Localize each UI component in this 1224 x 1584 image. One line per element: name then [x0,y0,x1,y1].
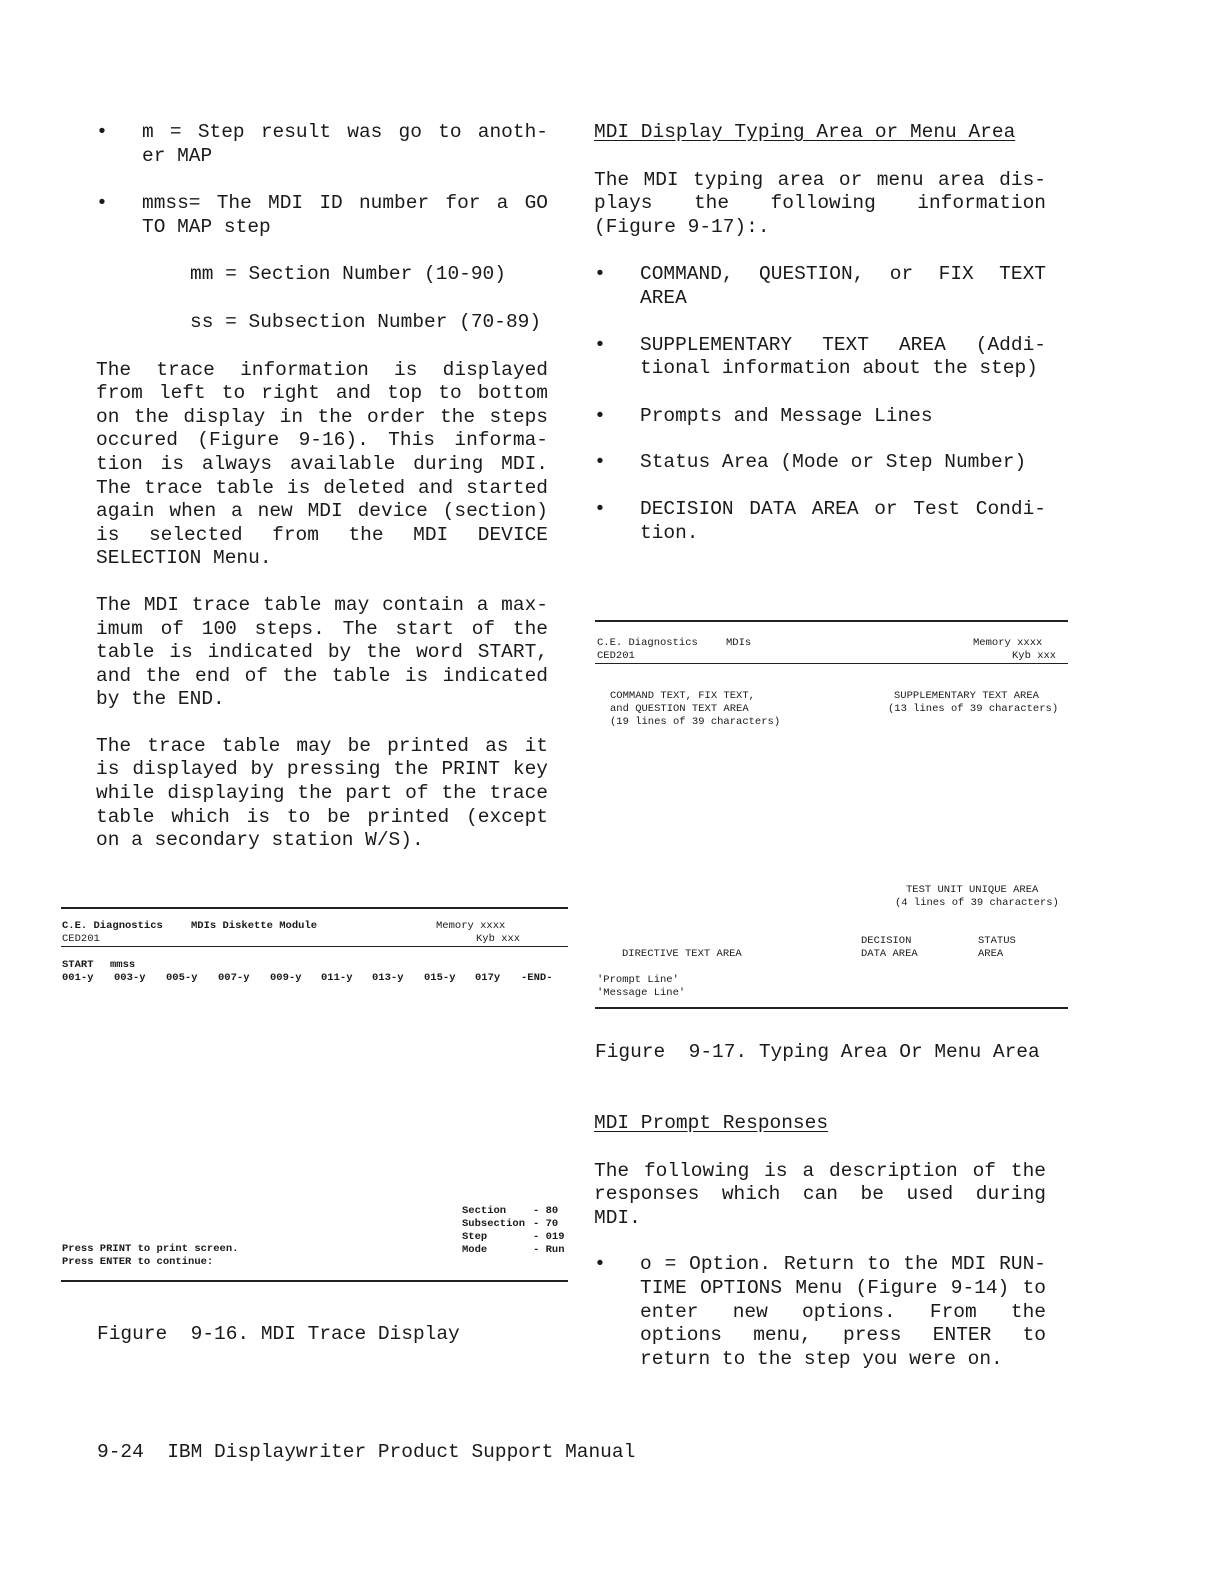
figure17-caption: Figure 9-17. Typing Area Or Menu Area [595,1041,1040,1063]
bullet-status-area [594,451,1046,475]
heading-typing-area: MDI Display Typing Area or Menu Area [594,121,1016,143]
bullet-mmss [96,192,548,239]
fig17-command-line1: COMMAND TEXT, FIX TEXT, [610,690,755,702]
fig17-status-line1: STATUS [978,935,1016,947]
fig17-decision-line2: DATA AREA [861,948,918,960]
figure17-top-rule [595,620,1068,622]
fig17-status-line2: AREA [978,948,1004,960]
fig16-trace-8: 015-y [424,972,456,984]
bullet-dot-icon: • [594,1253,606,1276]
bullet-m [96,121,548,168]
fig17-supplementary-line1: SUPPLEMENTARY TEXT AREA [894,690,1039,702]
fig17-kyb: Kyb xxx [1012,650,1057,662]
bullet-dot-icon: • [594,404,606,427]
fig17-message-line: 'Message Line' [597,987,686,999]
fig16-trace-3: 005-y [166,972,198,984]
fig16-kyb: Kyb xxx [476,933,521,945]
fig16-status-label-section: Section [462,1205,507,1217]
trace-paragraph-1: The trace information is displayed from left to right and top to bottom on the display in the order the steps occured (Figure 9-16). This informa- tion is always available during MDI. The trace table is deleted and started again when a new MDI device (section) is selected from the MDI DEVICE SELECTION Menu. [96,358,548,570]
fig17-title-mid: MDIs [726,637,752,649]
bullet-dot-icon: • [594,497,606,520]
fig17-supplementary-line2: (13 lines of 39 characters) [888,703,1059,715]
fig16-status-label-mode: Mode [462,1244,488,1256]
trace-paragraph-3: The trace table may be printed as it is displayed by pressing the PRINT key while displaying the part of the trace table which is to be printed (except on a secondary station W/S). [96,734,548,852]
prompt-responses-paragraph: The following is a description of the responses which can be used during MDI. [594,1159,1046,1229]
fig16-trace-9: 017y [475,972,501,984]
fig16-status-value-step: - 019 [533,1231,565,1243]
fig17-decision-line1: DECISION [861,935,912,947]
bullet-prompts-text: Prompts and Message Lines [640,404,933,427]
fig17-prompt-line: 'Prompt Line' [597,974,679,986]
fig16-start: START [62,959,94,971]
fig16-trace-4: 007-y [218,972,250,984]
bullet-dot-icon: • [594,333,606,356]
bullet-command-area-text: COMMAND, QUESTION, or FIX TEXT AREA [640,263,1046,309]
sub-ss: ss = Subsection Number (70-89) [190,310,542,333]
fig17-command-line2: and QUESTION TEXT AREA [610,703,749,715]
sub-mm: mm = Section Number (10-90) [190,263,506,286]
bullet-m-text: m = Step result was go to anoth- er MAP [142,121,548,167]
fig16-status-label-subsection: Subsection [462,1218,526,1230]
fig16-status-value-section: - 80 [533,1205,559,1217]
figure17-bottom-rule [595,1007,1068,1009]
fig16-title-left: C.E. Diagnostics [62,920,163,932]
bullet-dot-icon: • [594,451,606,474]
fig16-trace-end: -END- [521,972,553,984]
fig17-title-left: C.E. Diagnostics [597,637,698,649]
bullet-supplementary-area [594,334,1046,381]
fig17-test-unit-line1: TEST UNIT UNIQUE AREA [906,884,1039,896]
fig16-prompt-print: Press PRINT to print screen. [62,1243,239,1255]
fig16-ced: CED201 [62,933,100,945]
fig16-trace-7: 013-y [372,972,404,984]
fig16-trace-2: 003-y [114,972,146,984]
heading-prompt-responses: MDI Prompt Responses [594,1112,829,1134]
fig16-trace-1: 001-y [62,972,94,984]
fig17-header-rule [595,663,1068,664]
fig17-ced: CED201 [597,650,635,662]
fig17-memory: Memory xxxx [973,637,1043,649]
left-column [96,121,548,853]
page-footer: 9-24 IBM Displaywriter Product Support Manual [97,1441,636,1463]
fig16-memory: Memory xxxx [436,920,506,932]
figure16-caption: Figure 9-16. MDI Trace Display [97,1323,460,1345]
fig16-trace-5: 009-y [270,972,302,984]
bullet-decision-area [594,498,1046,545]
bullet-dot-icon: • [594,263,606,286]
bullet-command-area [594,263,1046,310]
fig16-prompt-enter: Press ENTER to continue: [62,1256,214,1268]
bullet-mmss-text: mmss= The MDI ID number for a GO TO MAP step [142,192,548,238]
bullet-option [594,1253,1046,1371]
fig16-status-label-step: Step [462,1231,488,1243]
bullet-decision-area-text: DECISION DATA AREA or Test Condi- tion. [640,497,1046,544]
bullet-dot-icon: • [96,192,108,215]
fig17-directive: DIRECTIVE TEXT AREA [622,948,742,960]
right-column-lower [594,1112,1046,1371]
fig16-title-mid: MDIs Diskette Module [191,920,318,932]
typing-area-paragraph: The MDI typing area or menu area dis- plays the following information (Figure 9-17):. [594,168,1046,238]
fig16-mmss: mmss [110,959,136,971]
bullet-dot-icon: • [96,121,108,143]
fig16-trace-6: 011-y [321,972,353,984]
bullet-status-area-text: Status Area (Mode or Step Number) [640,451,1027,474]
bullet-prompts [594,405,1046,429]
fig17-test-unit-line2: (4 lines of 39 characters) [895,897,1059,909]
fig16-header-rule [61,946,568,947]
figure16-top-rule [61,907,568,909]
bullet-option-text: o = Option. Return to the MDI RUN-TIME OPTIONS Menu (Figure 9-14) to enter new options. From the options menu, press ENTER to return to the step you were on. [640,1253,1046,1370]
fig16-status-value-mode: - Run [533,1244,565,1256]
fig17-command-line3: (19 lines of 39 characters) [610,716,781,728]
trace-paragraph-2: The MDI trace table may contain a max- imum of 100 steps. The start of the table is indicated by the word START, and the end of the table is indicated by the END. [96,593,548,711]
right-column [594,121,1046,545]
fig16-status-value-subsection: - 70 [533,1218,559,1230]
bullet-supplementary-area-text: SUPPLEMENTARY TEXT AREA (Addi- tional information about the step) [640,333,1046,380]
figure16-bottom-rule [61,1280,568,1282]
